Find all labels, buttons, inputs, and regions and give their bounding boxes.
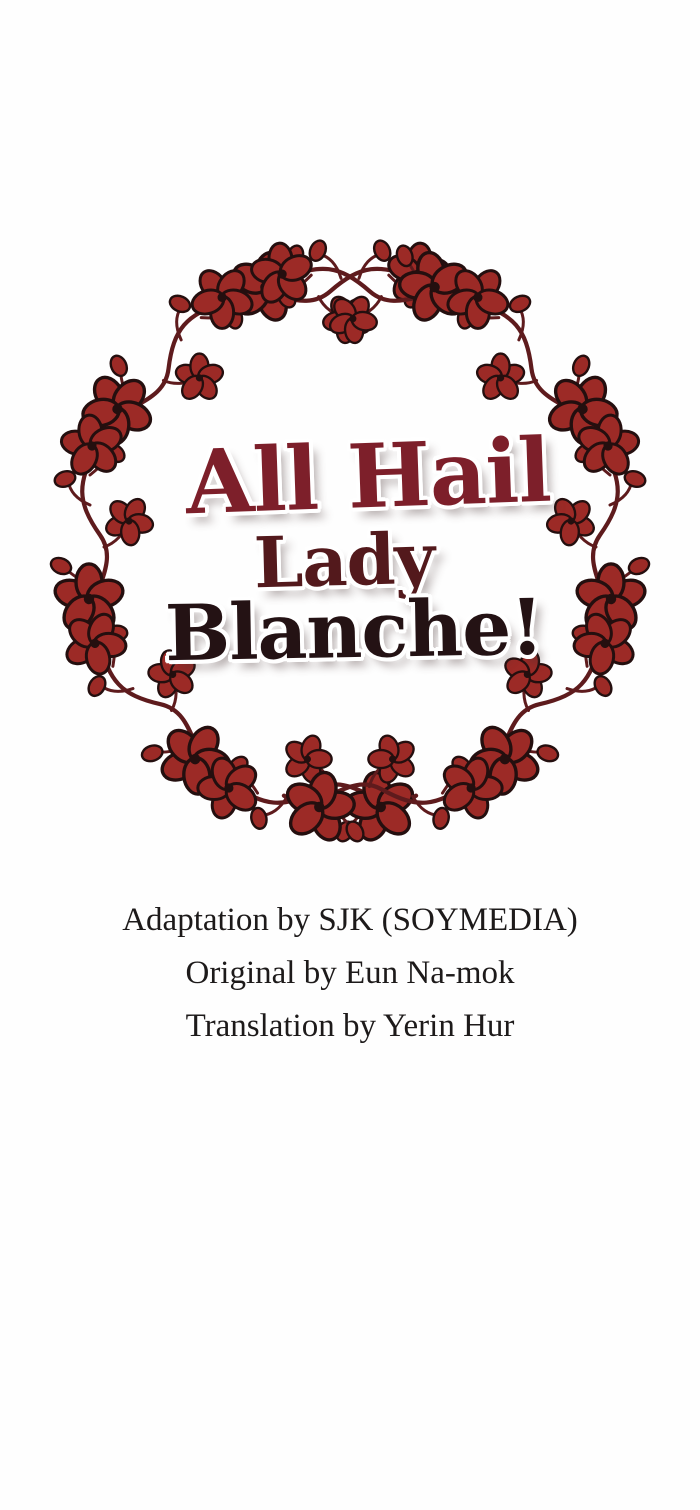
title-line-2: Lady bbox=[252, 516, 436, 605]
title-line-3: Blanche! bbox=[164, 582, 544, 680]
credits-block bbox=[0, 901, 700, 1045]
credit-adaptation: Adaptation by SJK (SOYMEDIA) bbox=[122, 902, 578, 938]
credit-original: Original by Eun Na-mok bbox=[185, 955, 515, 991]
credit-translation: Translation by Yerin Hur bbox=[185, 1008, 515, 1044]
title-line-1: All Hail bbox=[183, 417, 553, 535]
